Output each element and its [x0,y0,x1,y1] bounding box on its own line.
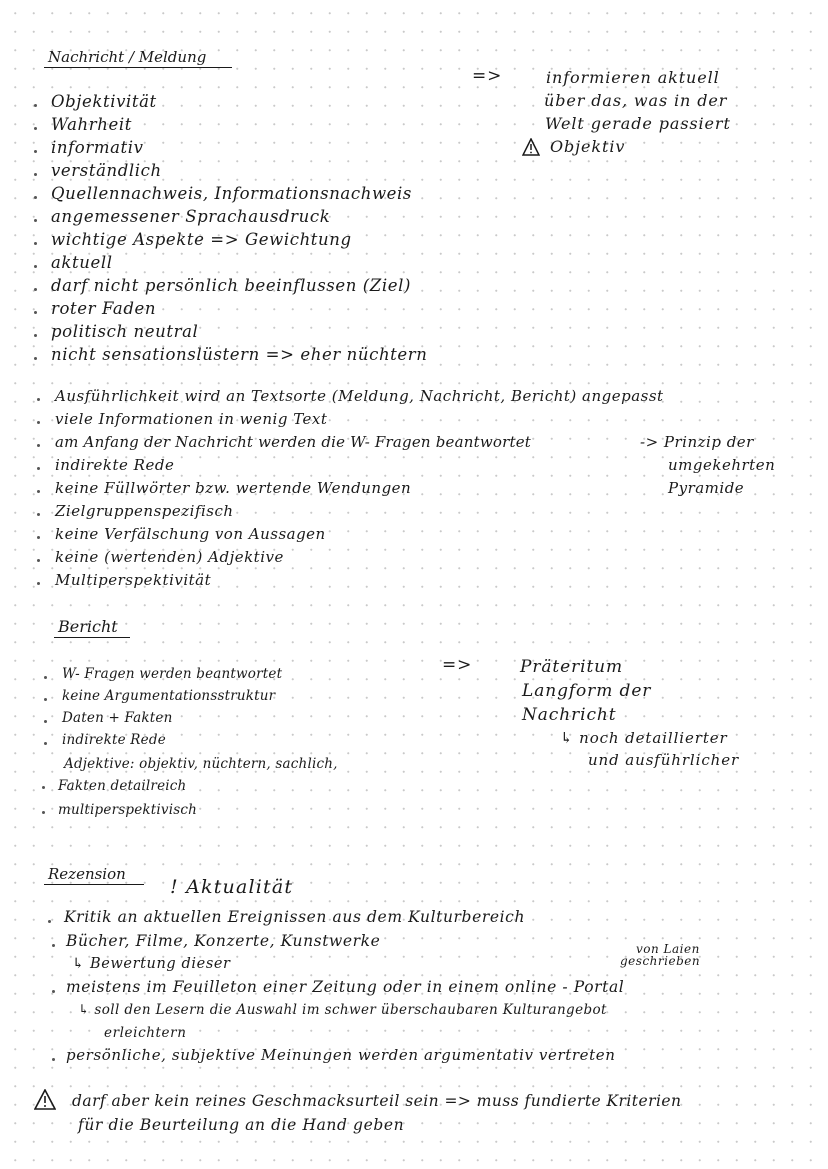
list-item: Bücher, Filme, Konzerte, Kunstwerke [66,932,381,950]
note-line: Welt gerade passiert [545,114,731,133]
list-item: informativ [51,138,144,157]
note-line: Objektiv [550,137,626,156]
list-item: Quellennachweis, Informationsnachweis [51,184,412,203]
list-item: darf nicht persönlich beeinflussen (Ziel) [51,276,412,295]
list-item: roter Faden [51,299,157,318]
note-line: Langform der [522,681,652,701]
list-item: Objektivität [51,92,157,111]
list-item: am Anfang der Nachricht werden die W- Fragen beantwortet [55,433,532,451]
list-item: keine (wertenden) Adjektive [55,548,284,566]
arrow-bericht: => [442,655,473,675]
list-item: Fakten detailreich [58,778,187,794]
list-item: Wahrheit [51,115,132,134]
list-item: W- Fragen werden beantwortet [62,666,283,682]
heading-underline [54,637,130,638]
heading-underline [44,884,144,885]
aktualitaet-note: ! Aktualität [170,876,294,898]
list-item: Zielgruppenspezifisch [55,502,234,520]
list-item: Ausführlichkeit wird an Textsorte (Meldung, Nachricht, Bericht) angepasst [55,387,664,405]
list-item: multiperspektivisch [58,802,198,818]
laien-note: geschrieben [620,954,701,968]
list-item: keine Verfälschung von Aussagen [55,525,326,543]
list-item: indirekte Rede [55,456,175,474]
list-item: aktuell [51,253,113,272]
arrow-nachricht: => [472,66,503,86]
warning-text: darf aber kein reines Geschmacksurteil sein => muss fundierte Kriterien [72,1092,682,1110]
list-item: Multiperspektivität [55,571,212,589]
sub-item: erleichtern [104,1025,187,1041]
sub-item: ↳ soll den Lesern die Auswahl im schwer überschaubaren Kulturangebot [78,1002,607,1018]
list-item: politisch neutral [51,322,199,341]
pyramid-note-line: -> Prinzip der [640,433,754,451]
warning-icon [34,1089,56,1110]
pyramid-note-line: Pyramide [668,479,745,497]
note-line: und ausführlicher [588,751,740,769]
note-line: über das, was in der [544,91,728,110]
list-item: wichtige Aspekte => Gewichtung [51,230,352,249]
list-item: nicht sensationslüstern => eher nüchtern [51,345,428,364]
note-line: Nachricht [522,705,617,725]
note-line: Präteritum [520,657,624,677]
heading-underline [44,67,232,68]
list-item: verständlich [51,161,162,180]
list-item: keine Füllwörter bzw. wertende Wendungen [55,479,412,497]
section-heading-nachricht: Nachricht / Meldung [48,48,207,66]
sub-item: ↳ Bewertung dieser [72,956,231,972]
laien-note: von Laien [636,942,700,956]
list-item: persönliche, subjektive Meinungen werden argumentativ vertreten [66,1046,616,1064]
list-item: indirekte Rede [62,732,166,748]
list-item: viele Informationen in wenig Text [55,410,328,428]
pyramid-note-line: umgekehrten [668,456,776,474]
section-heading-rezension: Rezension [48,865,126,883]
list-item: Adjektive: objektiv, nüchtern, sachlich, [64,756,338,772]
list-item: keine Argumentationsstruktur [62,688,276,704]
list-item: angemessener Sprachausdruck [51,207,331,226]
note-line: ↳ noch detaillierter [560,729,728,747]
list-item: Daten + Fakten [62,710,173,726]
note-line: informieren aktuell [546,68,720,87]
list-item: meistens im Feuilleton einer Zeitung oder in einem online - Portal [66,978,625,996]
warning-text: für die Beurteilung an die Hand geben [78,1116,405,1134]
list-item: Kritik an aktuellen Ereignissen aus dem Kulturbereich [64,908,526,926]
warning-icon [522,138,540,156]
section-heading-bericht: Bericht [58,617,118,636]
